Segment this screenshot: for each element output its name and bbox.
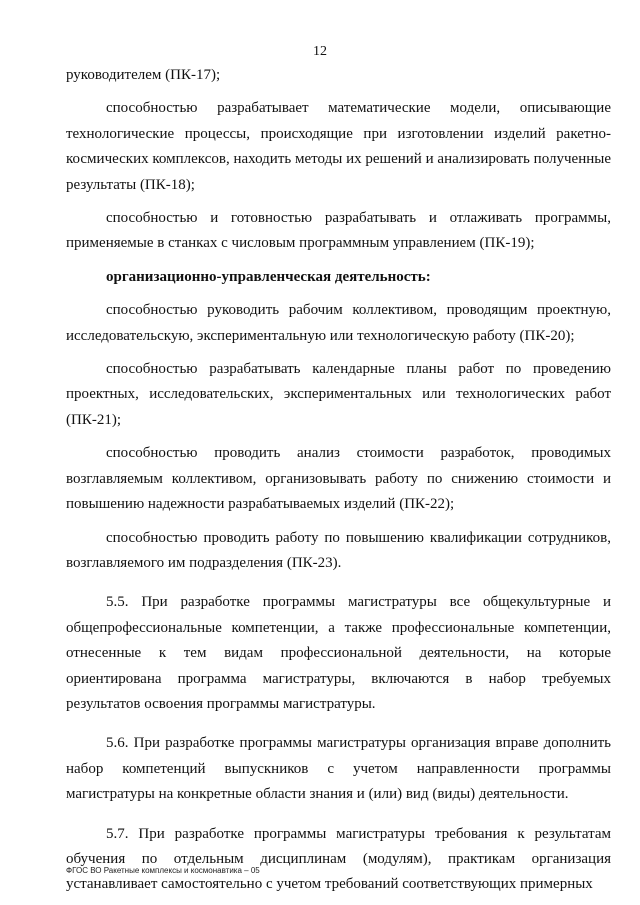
paragraph: 5.7. При разработке программы магистратуры требования к результатам обучения по отдельным дисциплинам (модулям), практикам организация устанавливает самостоятельно с учетом требований соответствующих примерных: [66, 825, 611, 893]
paragraph: способностью разрабатывать календарные планы работ по проведению проектных, исследовательских, экспериментальных или технологических работ (ПК-21);: [66, 361, 611, 428]
document-body: [66, 63, 611, 898]
paragraph: способностью проводить работу по повышению квалификации сотрудников, возглавляемого им подразделения (ПК-23).: [66, 529, 611, 571]
paragraph: способностью разрабатывает математические модели, описывающие технологические процессы, происходящие при изготовлении изделий ракетно-космических комплексов, находить методы их решений и анализировать полученные результаты (ПК-18);: [66, 100, 611, 193]
page-number: 12: [313, 44, 327, 59]
section-heading: организационно-управленческая деятельность:: [106, 268, 431, 285]
paragraph: 5.5. При разработке программы магистратуры все общекультурные и общепрофессиональные компетенции, а также профессиональные компетенции, отнесенные к тем видам профессиональной деятельности, на которые ориентирована программа магистратуры, включаются в набор требуемых результатов освоения программы магистратуры.: [66, 594, 611, 712]
paragraph: способностью руководить рабочим коллективом, проводящим проектную, исследовательскую, экспериментальную или технологическую работу (ПК-20);: [66, 302, 611, 344]
paragraph: 5.6. При разработке программы магистратуры организация вправе дополнить набор компетенций выпускников с учетом направленности программы магистратуры на конкретные области знания и (или) вид (виды) деятельности.: [66, 735, 611, 803]
paragraph: руководителем (ПК-17);: [66, 67, 221, 83]
paragraph: способностью проводить анализ стоимости разработок, проводимых возглавляемым коллективом, организовывать работу по снижению стоимости и повышению надежности разрабатываемых изделий (ПК-22);: [66, 445, 611, 513]
paragraph: способностью и готовностью разрабатывать и отлаживать программы, применяемые в станках с числовым программным управлением (ПК-19);: [66, 210, 611, 252]
page-footer: ФГОС ВО Ракетные комплексы и космонавтика – 05: [66, 866, 260, 875]
